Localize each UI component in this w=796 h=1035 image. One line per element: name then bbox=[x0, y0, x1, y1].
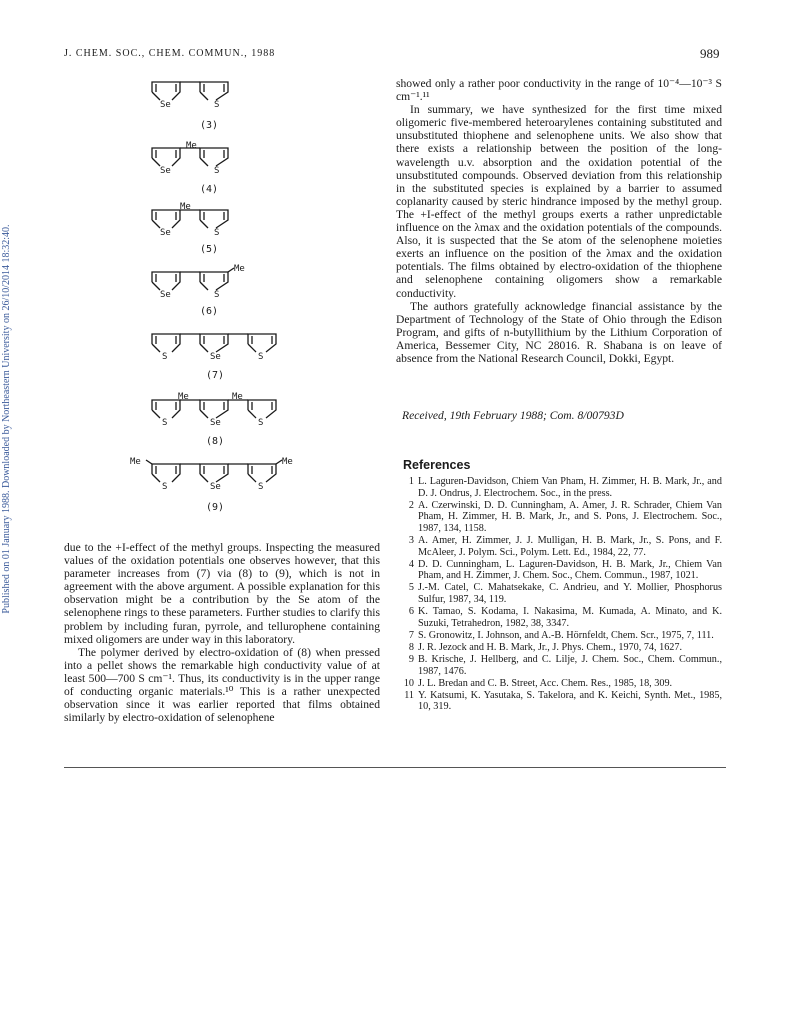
reference-number: 6 bbox=[408, 606, 414, 618]
label-5: (5) bbox=[200, 244, 219, 255]
reference-item bbox=[402, 630, 722, 642]
atom-s: S bbox=[214, 228, 220, 238]
reference-number: 10 bbox=[403, 677, 414, 689]
reference-number: 11 bbox=[404, 689, 414, 701]
paragraph: The authors gratefully acknowledge financial assistance by the Department of Technology of the State of Ohio through the Edison Program, and gifts of n-butyllithium by the Lithium Corporation of America, Bessemer City, NC 28016. R. Shabana is on leave of absence from the National Research Council, Dokki, Egypt. bbox=[396, 299, 722, 365]
atom-me: Me bbox=[234, 264, 245, 274]
structure-9 bbox=[130, 457, 293, 513]
label-3: (3) bbox=[200, 120, 219, 131]
reference-item bbox=[402, 642, 722, 654]
reference-text: J. R. Jezock and H. B. Mark, Jr., J. Phys. Chem., 1970, 74, 1627. bbox=[418, 641, 683, 653]
paragraph: due to the +I-effect of the methyl groups. Inspecting the measured values of the oxidation potentials one observes however, that this parameter increases from (7) via (8) to (9), which is not in agreement with the above argument. A possible explanation for this observation might be a contribution by the Se atom of the selenophene rings to these parameters. Further studies to clarify this problem by including furan, pyrrole, and tellurophene containing mixed oligomers are under way in this laboratory. bbox=[64, 541, 380, 646]
reference-item bbox=[402, 690, 722, 713]
atom-s: S bbox=[214, 166, 220, 176]
paragraph: In summary, we have synthesized for the first time mixed oligomeric five-membered heteroarylenes containing substituted and unsubstituted thiophene and selenophene units. We also show that there exists a relationship between the position of the long-wavelength u.v. absorption and the oxidation potential of the unsubstituted compounds. Observed deviation from this relationship in the substituted species is explained by a barrier to assumed coplanarity caused by steric hindrance imposed by the methyl group. The +I-effect of the methyl groups exerts a rather unpredictable influence on the λmax and the oxidation potentials of the compounds. Also, it is suspected that the Se atom of the selenophene moieties exerts an influence on the position of the λmax and the oxidation potentials. The films obtained by electro-oxidation of the thiophene and selenophene containing oligomers show a remarkable conductivity. bbox=[396, 103, 722, 300]
reference-number: 4 bbox=[408, 558, 414, 570]
reference-number: 5 bbox=[408, 582, 414, 594]
atom-me: Me bbox=[180, 202, 191, 212]
reference-text: K. Tamao, S. Kodama, I. Nakasima, M. Kumada, A. Minato, and K. Suzuki, Tetrahedron, 1982, 38, 3347. bbox=[418, 606, 722, 629]
reference-text: Y. Katsumi, K. Yasutaka, S. Takelora, and K. Keichi, Synth. Met., 1985, 10, 319. bbox=[418, 689, 722, 713]
atom-se: Se bbox=[210, 482, 221, 492]
reference-number: 9 bbox=[408, 653, 414, 665]
reference-text: D. D. Cunningham, L. Laguren-Davidson, H. B. Mark, Jr., Chiem Van Pham, and H. Zimmer, J. Chem. Soc., Chem. Commun., 1987, 1021. bbox=[418, 558, 722, 582]
left-column-text bbox=[64, 541, 380, 724]
reference-text: S. Gronowitz, I. Johnson, and A.-B. Hörnfeldt, Chem. Scr., 1975, 7, 111. bbox=[418, 629, 714, 641]
structure-3 bbox=[152, 82, 228, 131]
reference-item bbox=[402, 476, 722, 499]
references-heading: References bbox=[403, 458, 471, 472]
atom-me: Me bbox=[178, 392, 189, 402]
structure-8 bbox=[152, 392, 276, 447]
reference-number: 7 bbox=[408, 629, 414, 641]
atom-s: S bbox=[258, 482, 264, 492]
reference-list bbox=[402, 476, 722, 713]
atom-me: Me bbox=[282, 457, 293, 467]
reference-text: A. Czerwinski, D. D. Cunningham, A. Amer, J. R. Schrader, Chiem Van Pham, H. Zimmer, H. B. Mark, Jr., and S. Pons, J. Electrochem. Soc., 1987, 134, 1158. bbox=[418, 499, 722, 534]
download-notice: Published on 01 January 1988. Downloaded by Northeastern University on 26/10/2014 18:32:40. bbox=[1, 224, 12, 614]
atom-s: S bbox=[258, 418, 264, 428]
chemical-structures bbox=[130, 70, 310, 520]
structure-5 bbox=[152, 202, 228, 255]
reference-item bbox=[402, 678, 722, 690]
atom-se: Se bbox=[210, 352, 221, 362]
label-7: (7) bbox=[206, 370, 225, 381]
structure-6 bbox=[152, 264, 245, 317]
atom-me: Me bbox=[130, 457, 141, 467]
reference-text: B. Krische, J. Hellberg, and C. Lilje, J. Chem. Soc., Chem. Commun., 1987, 1476. bbox=[418, 653, 722, 677]
divider bbox=[64, 767, 726, 768]
reference-number: 2 bbox=[408, 499, 414, 511]
reference-item bbox=[402, 559, 722, 582]
label-8: (8) bbox=[206, 436, 225, 447]
reference-number: 1 bbox=[408, 476, 414, 487]
atom-s: S bbox=[258, 352, 264, 362]
atom-s: S bbox=[162, 352, 168, 362]
atom-s: S bbox=[162, 482, 168, 492]
reference-number: 3 bbox=[408, 534, 414, 546]
reference-item bbox=[402, 535, 722, 558]
atom-se: Se bbox=[160, 100, 171, 110]
journal-header: J. CHEM. SOC., CHEM. COMMUN., 1988 bbox=[64, 48, 276, 59]
reference-item bbox=[402, 606, 722, 629]
paragraph: showed only a rather poor conductivity in the range of 10⁻⁴—10⁻³ S cm⁻¹.¹¹ bbox=[396, 77, 722, 104]
atom-s: S bbox=[162, 418, 168, 428]
atom-s: S bbox=[214, 100, 220, 110]
reference-text: J.-M. Catel, C. Mahatsekake, C. Andrieu, and Y. Mollier, Phosphorus Sulfur, 1987, 34, 119. bbox=[418, 582, 722, 605]
structure-4 bbox=[152, 141, 228, 195]
reference-text: J. L. Bredan and C. B. Street, Acc. Chem. Res., 1985, 18, 309. bbox=[418, 677, 673, 689]
label-4: (4) bbox=[200, 184, 219, 195]
page-number: 989 bbox=[700, 46, 720, 61]
atom-se: Se bbox=[160, 166, 171, 176]
label-9: (9) bbox=[206, 502, 225, 513]
paragraph: The polymer derived by electro-oxidation of (8) when pressed into a pellet shows the remarkable high conductivity value of at least 500—700 S cm⁻¹. Thus, its conductivity is in the upper range of conducting organic materials.¹⁰ This is a rather unexpected observation since it was earlier reported that films obtained similarly by electro-oxidation of selenophene bbox=[64, 645, 380, 725]
atom-se: Se bbox=[160, 290, 171, 300]
atom-se: Se bbox=[160, 228, 171, 238]
received-date: Received, 19th February 1988; Com. 8/00793D bbox=[402, 409, 624, 422]
atom-s: S bbox=[214, 290, 220, 300]
atom-me: Me bbox=[186, 141, 197, 151]
reference-item bbox=[402, 582, 722, 605]
atom-me: Me bbox=[232, 392, 243, 402]
reference-item bbox=[402, 500, 722, 535]
reference-text: L. Laguren-Davidson, Chiem Van Pham, H. Zimmer, H. B. Mark, Jr., and D. J. Ondrus, J. Electrochem. Soc., in the press. bbox=[418, 476, 722, 499]
structure-7 bbox=[152, 334, 276, 381]
reference-number: 8 bbox=[408, 641, 414, 653]
label-6: (6) bbox=[200, 306, 219, 317]
right-column-text bbox=[396, 77, 722, 365]
reference-text: A. Amer, H. Zimmer, J. J. Mulligan, H. B. Mark, Jr., S. Pons, and F. McAleer, J. Polym. Sci., Polym. Lett. Ed., 1984, 22, 77. bbox=[418, 534, 722, 558]
atom-se: Se bbox=[210, 418, 221, 428]
reference-item bbox=[402, 654, 722, 677]
